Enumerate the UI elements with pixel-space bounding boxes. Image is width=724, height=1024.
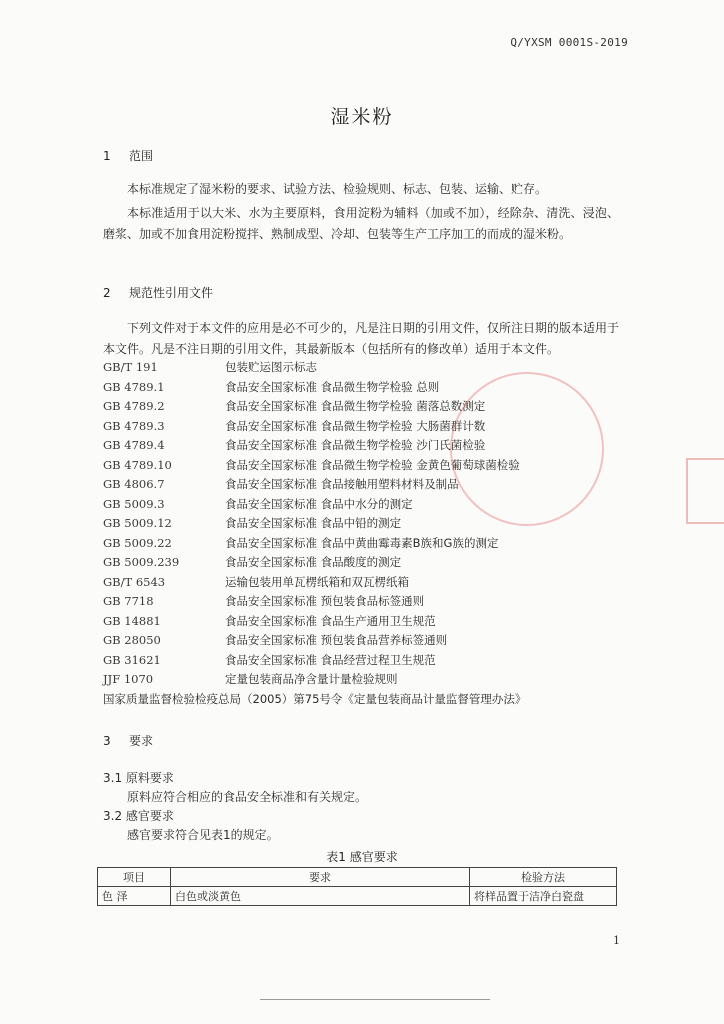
section-1-paragraph-2: 本标准适用于以大米、水为主要原料，食用淀粉为辅料（加或不加），经除杂、清洗、浸泡、磨浆、加或不加食用淀粉搅拌、熟制成型、冷却、包装等生产工序加工的而成的湿米粉。	[103, 206, 619, 241]
standard-code: Q/YXSM 0001S-2019	[510, 36, 628, 49]
section-2-intro: 下列文件对于本文件的应用是必不可少的，凡是注日期的引用文件，仅所注日期的版本适用于本文件。凡是不注日期的引用文件，其最新版本（包括所有的修改单）适用于本文件。	[103, 321, 620, 356]
reference-title: 食品安全国家标准 食品微生物学检验 菌落总数测定	[225, 399, 486, 413]
reference-title: 食品安全国家标准 食品中水分的测定	[225, 496, 413, 511]
section-1-paragraph-1: 本标准规定了湿米粉的要求、试验方法、检验规则、标志、包装、运输、贮存。	[127, 182, 548, 196]
table-header-cell: 检验方法	[470, 868, 617, 887]
reference-code: GB 5009.3	[103, 496, 165, 511]
table-cell: 白色或淡黄色	[171, 887, 470, 906]
reference-title: 食品安全国家标准 食品微生物学检验 金黄色葡萄球菌检验	[225, 457, 520, 472]
reference-title: 食品安全国家标准 食品微生物学检验 总则	[225, 379, 440, 394]
reference-title: 食品安全国家标准 食品微生物学检验 沙门氏菌检验	[225, 438, 486, 452]
section-title: 规范性引用文件	[129, 286, 214, 300]
reference-item	[103, 573, 623, 593]
reference-item	[103, 670, 623, 690]
reference-title: 定量包装商品净含量计量检验规则	[225, 672, 398, 686]
reference-title: 食品安全国家标准 食品微生物学检验 大肠菌群计数	[225, 418, 486, 433]
sensory-requirements-table	[97, 867, 617, 906]
reference-item	[103, 553, 623, 573]
reference-decree: 国家质量监督检验检疫总局（2005）第75号令《定量包装商品计量监督管理办法》	[103, 691, 527, 706]
section-title: 范围	[129, 149, 154, 163]
reference-title: 食品安全国家标准 食品中铅的测定	[225, 516, 402, 530]
reference-code: GB 14881	[103, 613, 161, 628]
reference-title: 食品安全国家标准 食品经营过程卫生规范	[225, 652, 436, 667]
page-number: 1	[613, 934, 620, 947]
reference-title: 运输包装用单瓦楞纸箱和双瓦楞纸箱	[225, 574, 409, 589]
reference-title: 食品安全国家标准 食品接触用塑料材料及制品	[225, 477, 459, 491]
reference-item	[103, 651, 623, 671]
reference-title: 食品安全国家标准 预包装食品标签通则	[225, 594, 425, 608]
table-cell: 色 泽	[98, 887, 171, 906]
section-2-heading	[103, 284, 213, 301]
reference-title: 包装贮运图示标志	[225, 360, 317, 374]
reference-item	[103, 534, 623, 554]
reference-code: GB/T 191	[103, 360, 158, 374]
subsection-3-2-text: 感官要求符合见表1的规定。	[127, 828, 279, 842]
subsection-3-2-heading: 3.2 感官要求	[103, 809, 174, 823]
reference-item	[103, 592, 623, 612]
reference-code: GB 4789.3	[103, 418, 165, 433]
reference-item	[103, 612, 623, 632]
table-cell: 将样品置于洁净白瓷盘	[470, 887, 617, 906]
reference-title: 食品安全国家标准 预包装食品营养标签通则	[225, 633, 448, 647]
reference-title: 食品安全国家标准 食品生产通用卫生规范	[225, 613, 436, 628]
table-header-cell: 项目	[98, 868, 171, 887]
table-row	[98, 887, 617, 906]
reference-code: GB 4806.7	[103, 477, 165, 491]
section-number: 3	[103, 734, 111, 748]
reference-code: GB 5009.12	[103, 516, 172, 530]
section-1-heading	[103, 147, 153, 164]
edge-seal-stamp	[686, 458, 724, 524]
reference-title: 食品安全国家标准 食品酸度的测定	[225, 555, 402, 569]
reference-code: GB 4789.2	[103, 399, 165, 413]
reference-title: 食品安全国家标准 食品中黄曲霉毒素B族和G族的测定	[225, 535, 499, 550]
reference-code: GB 31621	[103, 652, 161, 667]
footer-rule	[260, 999, 490, 1000]
table-header-cell: 要求	[171, 868, 470, 887]
reference-code: GB 28050	[103, 633, 161, 647]
table-header-row	[98, 868, 617, 887]
reference-code: GB 5009.239	[103, 555, 180, 569]
official-seal-stamp	[450, 372, 604, 526]
subsection-3-1-text: 原料应符合相应的食品安全标准和有关规定。	[127, 790, 368, 804]
subsection-3-1-heading: 3.1 原料要求	[103, 771, 174, 785]
document-title: 湿米粉	[330, 106, 394, 128]
section-number: 2	[103, 286, 111, 300]
section-3-heading	[103, 732, 153, 749]
section-number: 1	[103, 149, 111, 163]
section-title: 要求	[129, 734, 154, 748]
reference-item	[103, 631, 623, 651]
reference-code: GB 4789.10	[103, 457, 172, 472]
table-caption: 表1 感官要求	[326, 850, 398, 864]
reference-code: GB 7718	[103, 594, 154, 608]
reference-code: GB 4789.1	[103, 379, 165, 394]
reference-code: GB 5009.22	[103, 535, 172, 550]
reference-code: GB 4789.4	[103, 438, 165, 452]
reference-code: GB/T 6543	[103, 574, 166, 589]
reference-code: JJF 1070	[103, 672, 154, 686]
